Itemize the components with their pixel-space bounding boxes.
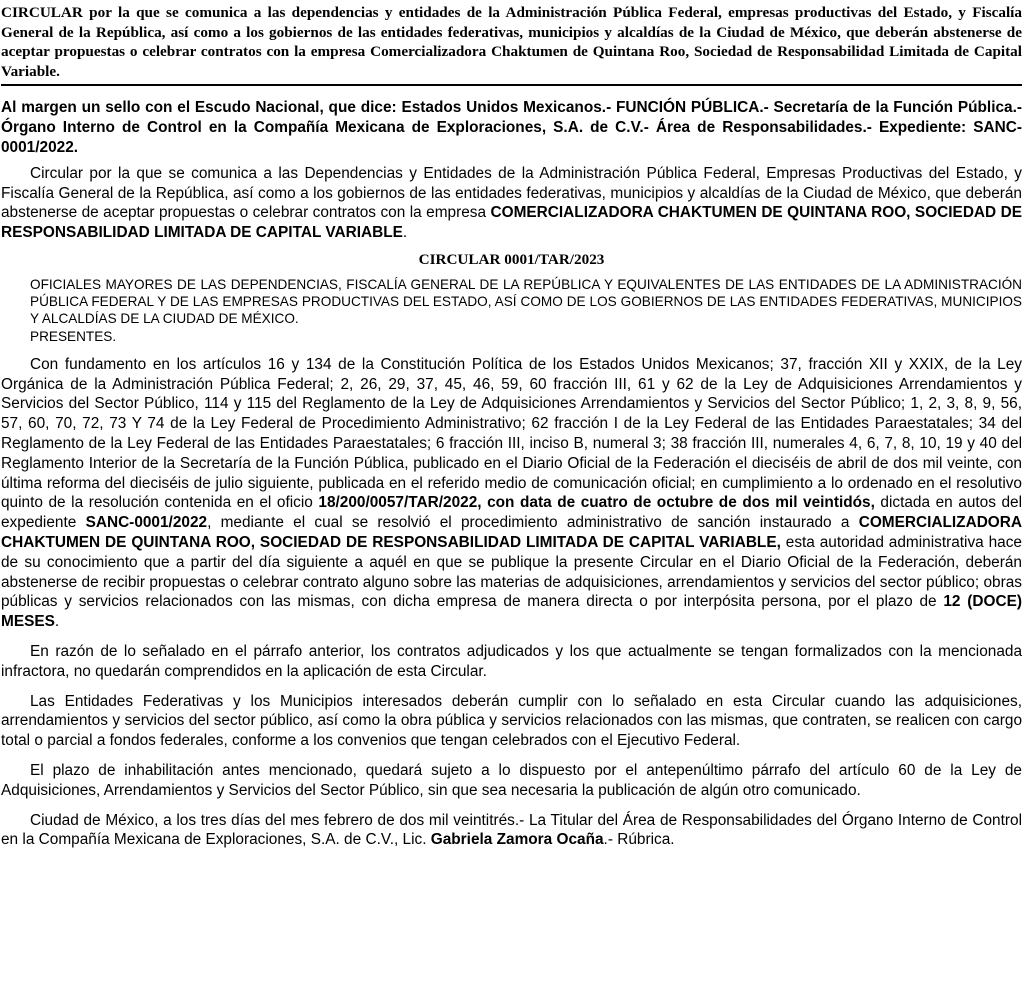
closing-paragraph [1, 811, 1022, 851]
expediente-reference: SANC-0001/2022 [85, 514, 208, 532]
contracts-paragraph: En razón de lo señalado en el párrafo anterior, los contratos adjudicados y los que actualmente se tengan formalizados con la mencionada infractora, no quedarán comprendidos en la aplicación de esta Circular. [1, 642, 1022, 680]
legal-basis-text-3: , mediante el cual se resolvió el procedimiento administrativo de sanción instaurado a [207, 514, 859, 532]
sanctioned-company-name: COMERCIALIZADORA CHAKTUMEN DE QUINTANA ROO, SOCIEDAD DE RESPONSABILIDAD LIMITADA DE CAPITAL VARIABLE, [1, 514, 1023, 551]
sanction-term: 12 (DOCE) MESES [1, 593, 1022, 631]
intro-company-name: COMERCIALIZADORA CHAKTUMEN DE QUINTANA ROO, SOCIEDAD DE RESPONSABILIDAD LIMITADA DE CAPITAL VARIABLE [1, 204, 1022, 242]
intro-end: . [402, 224, 408, 242]
legal-basis-text-5: . [54, 613, 60, 631]
addressees-block [30, 276, 1022, 345]
entities-paragraph: Las Entidades Federativas y los Municipios interesados deberán cumplir con lo señalado en esta Circular cuando las adquisiciones, arrendamientos y servicios del sector público, así como la obra pública y servicios relacionados con las mismas, que contraten, se realicen con cargo total o parcial a fondos federales, conforme a los convenios que tengan celebrados con el Ejecutivo Federal. [1, 692, 1022, 750]
oficio-reference: 18/200/0057/TAR/2022, con data de cuatro de octubre de dos mil veintidós, [318, 494, 875, 512]
addressees-presentes: PRESENTES. [30, 328, 117, 344]
addressees-text: OFICIALES MAYORES DE LAS DEPENDENCIAS, FISCALÍA GENERAL DE LA REPÚBLICA Y EQUIVALENTES DE LAS ENTIDADES DE LA ADMINISTRACIÓN PÚBLICA FEDERAL Y DE LAS EMPRESAS PRODUCTIVAS DEL ESTADO, ASÍ COMO DE LOS GOBIERNOS DE LAS ENTIDADES FEDERATIVAS, MUNICIPIOS Y ALCALDÍAS DE LA CIUDAD DE MÉXICO. [30, 276, 1022, 327]
intro-text: Circular por la que se comunica a las Dependencias y Entidades de la Administración Pública Federal, Empresas Productivas del Estado, y Fiscalía General de la República, así como a los gobiernos de las entidades federativas, municipios y alcaldías de la Ciudad de México, que deberán abstenerse de aceptar propuestas o celebrar contratos con la empresa [1, 164, 1022, 222]
circular-title: CIRCULAR 0001/TAR/2023 [418, 250, 605, 268]
signer-name: Gabriela Zamora Ocaña [430, 831, 604, 849]
legal-basis-text-4: esta autoridad administrativa hace de su conocimiento que a partir del día siguiente a aquél en que se publique la presente Circular en el Diario Oficial de la Federación, deberán abstenerse de recibir propuestas o celebrar contrato alguno sobre las materias de adquisiciones, arrendamientos y servicios del sector público; obras públicas y servicios relacionados con las mismas, con dicha empresa de manera directa o por interpósita persona, por el plazo de [1, 533, 1022, 611]
document-header-title: CIRCULAR por la que se comunica a las dependencias y entidades de la Administración Pública Federal, empresas productivas del Estado, y Fiscalía General de la República, así como a los gobiernos de las entidades federativas, municipios y alcaldías de la Ciudad de México, que deberán abstenerse de aceptar propuestas o celebrar contratos con la empresa Comercializadora Chaktumen de Quintana Roo, Sociedad de Responsabilidad Limitada de Capital Variable. [1, 0, 1022, 86]
legal-basis-text-1: Con fundamento en los artículos 16 y 134 de la Constitución Política de los Estados Unidos Mexicanos; 37, fracción XII y XXIX, de la Ley Orgánica de la Administración Pública Federal; 2, 26, 29, 37, 45, 46, 59, 60 fracción III, 61 y 62 de la Ley de Adquisiciones Arrendamientos y Servicios del Sector Público, 114 y 115 del Reglamento de la Ley de Adquisiciones Arrendamientos y Servicios del Sector Público; 1, 2, 3, 8, 9, 56, 57, 60, 70, 72, 73 Y 74 de la Ley Federal de Procedimiento Administrativo; 62 fracción I de la Ley Federal de las Entidades Paraestatales; 34 del Reglamento de la Ley Federal de las Entidades Paraestatales; 6 fracción III, inciso B, numeral 3; 38 fracción III, numerales 4, 6, 7, 8, 10, 19 y 40 del Reglamento Interior de la Secretaría de la Función Pública, publicado en el Diario Oficial de la Federación el dieciséis de abril de dos mil veinte, con última reforma del dieciséis de julio siguiente, publicada en el referido medio de comunicación oficial; en cumplimiento a lo ordenado en el resolutivo quinto de la resolución contenida en el oficio [1, 355, 1022, 512]
legal-basis-text-2: dictada en autos del expediente [1, 494, 1023, 532]
closing-end: .- Rúbrica. [603, 831, 675, 849]
intro-paragraph [1, 164, 1022, 243]
term-paragraph: El plazo de inhabilitación antes mencionado, quedará sujeto a lo dispuesto por el antepenúltimo párrafo del artículo 60 de la Ley de Adquisiciones, Arrendamientos y Servicios del Sector Público, sin que sea necesaria la publicación de algún otro comunicado. [1, 761, 1022, 799]
margin-seal-note: Al margen un sello con el Escudo Nacional, que dice: Estados Unidos Mexicanos.- FUNCIÓN PÚBLICA.- Secretaría de la Función Pública.- Órgano Interno de Control en la Compañía Mexicana de Exploraciones, S.A. de C.V.- Área de Responsabilidades.- Expediente: SANC-0001/2022. [1, 99, 1022, 156]
legal-basis-paragraph [1, 355, 1022, 632]
closing-text: Ciudad de México, a los tres días del mes febrero de dos mil veintitrés.- La Titular del Área de Responsabilidades del Órgano Interno de Control en la Compañía Mexicana de Exploraciones, S.A. de C.V., Lic. [1, 811, 1022, 849]
